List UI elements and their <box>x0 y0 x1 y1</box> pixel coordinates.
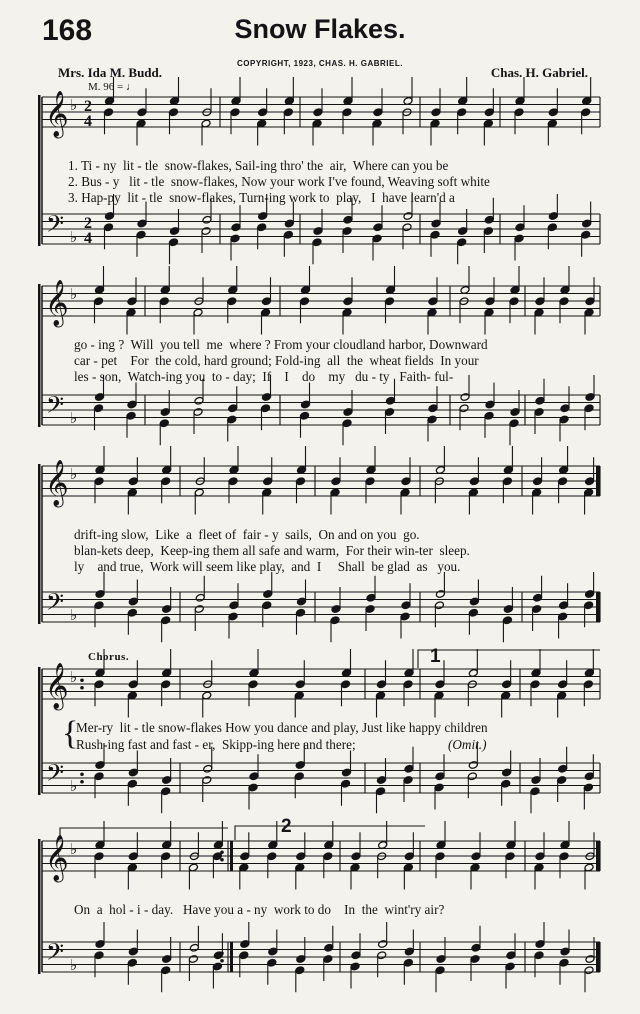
final-bar-line <box>596 466 600 496</box>
repeat-dot <box>80 678 84 682</box>
repeat-bar <box>230 942 233 972</box>
system-bracket <box>38 667 41 795</box>
chorus-line3: On a hol - i - day. Have you a - ny work to do In the wint'ry air? <box>74 902 445 917</box>
first-ending-label: 1 <box>430 646 441 667</box>
chorus-label: Chorus. <box>88 651 130 663</box>
system-bracket <box>38 284 41 427</box>
final-bar-line <box>596 592 600 622</box>
system-bracket <box>38 839 41 974</box>
copyright-notice: COPYRIGHT, 1923, CHAS. H. GABRIEL. <box>237 59 403 68</box>
final-bar-line <box>596 942 600 972</box>
time-signature-bottom-treble: 4 <box>84 113 92 130</box>
chorus-line2: Rush-ing fast and fast - er, Skipp-ing here and there; <box>76 737 356 752</box>
verse2-line-system2: car - pet For the cold, hard ground; Fold-ing all the wheat fields In your <box>74 353 479 368</box>
verse3-line-system1: 3. Hap-py lit - tle snow-flakes, Turn-ing work to play, I have learn'd a <box>68 190 455 205</box>
flat-key-signature-icon: ♭ <box>70 409 78 427</box>
repeat-dot <box>220 959 224 963</box>
flat-key-signature-icon: ♭ <box>70 228 78 246</box>
hymn-number: 168 <box>42 14 93 47</box>
treble-clef-icon: 𝄞 <box>45 91 69 137</box>
tempo-marking: M. 96 = ♩ <box>88 81 137 93</box>
second-ending-bracket <box>235 826 425 840</box>
flat-key-signature-icon: ♭ <box>70 606 78 624</box>
time-signature-bottom-bass: 4 <box>84 230 92 247</box>
treble-clef-icon: 𝄞 <box>45 663 69 709</box>
flat-key-signature-icon: ♭ <box>70 777 78 795</box>
bass-clef-icon: 𝄢 <box>46 759 65 792</box>
final-bar-line <box>596 841 600 871</box>
bass-clef-icon: 𝄢 <box>46 588 65 621</box>
repeat-dot <box>80 780 84 784</box>
chorus-omit-note: (Omit.) <box>448 737 487 752</box>
repeat-bar <box>230 841 233 871</box>
composer-credit: Chas. H. Gabriel. <box>490 65 588 80</box>
verse1-line-system2: go - ing ? Will you tell me where ? From your cloudland harbor, Downward <box>74 337 488 352</box>
flat-key-signature-icon: ♭ <box>70 96 78 114</box>
treble-clef-icon: 𝄞 <box>45 460 69 506</box>
repeat-dot <box>80 686 84 690</box>
bass-clef-icon: 𝄢 <box>46 391 65 424</box>
second-ending-label: 2 <box>281 816 292 837</box>
flat-key-signature-icon: ♭ <box>70 668 78 686</box>
bass-clef-icon: 𝄢 <box>46 210 65 243</box>
chorus-line1: Mer-ry lit - tle snow-flakes How you dance and play, Just like happy children <box>76 720 488 735</box>
system-bracket <box>38 464 41 624</box>
verse3-line-system2: les - son, Watch-ing you to - day; If I do my du - ty Faith- ful- <box>74 369 454 384</box>
hymn-title: Snow Flakes. <box>234 14 406 44</box>
flat-key-signature-icon: ♭ <box>70 285 78 303</box>
verse3-line-system3: ly and true, Work will seem like play, and I Shall be glad as you. <box>74 559 461 574</box>
time-signature-top-treble: 2 <box>84 98 92 115</box>
verse1-line-system3: drift-ing slow, Like a fleet of fair - y sails, On and on you go. <box>74 527 420 542</box>
first-ending-continuation <box>60 828 228 840</box>
treble-clef-icon: 𝄞 <box>45 280 69 326</box>
treble-clef-icon: 𝄞 <box>45 835 69 881</box>
verse2-line-system3: blan-kets deep, Keep-ing them all safe and warm, For their win-ter sleep. <box>74 543 470 558</box>
time-signature-top-bass: 2 <box>84 215 92 232</box>
chorus-brace: { <box>62 715 79 752</box>
first-ending-bracket <box>418 650 600 668</box>
flat-key-signature-icon: ♭ <box>70 465 78 483</box>
verse2-line-system1: 2. Bus - y lit - tle snow-flakes, Now your work I've found, Weaving soft white <box>68 174 490 189</box>
bass-clef-icon: 𝄢 <box>46 938 65 971</box>
flat-key-signature-icon: ♭ <box>70 956 78 974</box>
flat-key-signature-icon: ♭ <box>70 840 78 858</box>
lyricist-credit: Mrs. Ida M. Budd. <box>58 65 163 80</box>
verse1-line-system1: 1. Ti - ny lit - tle snow-flakes, Sail-ing thro' the air, Where can you be <box>68 158 449 173</box>
system-bracket <box>38 95 41 246</box>
repeat-dot <box>80 772 84 776</box>
